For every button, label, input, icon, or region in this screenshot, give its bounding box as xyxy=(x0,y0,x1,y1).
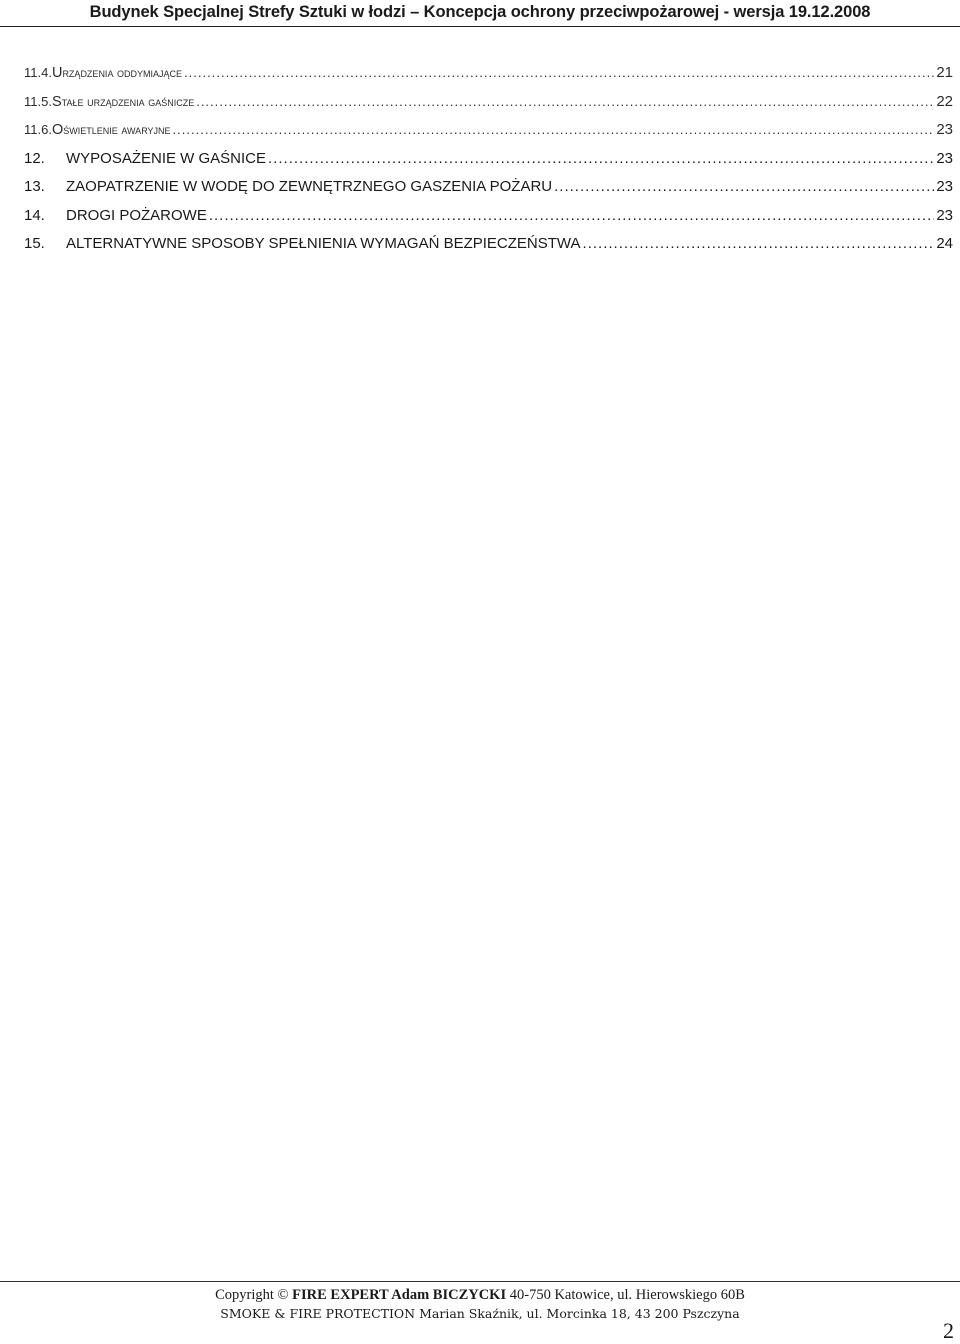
toc-leader-dots xyxy=(268,150,934,167)
footer-divider xyxy=(0,1281,960,1282)
toc-entry-11-6[interactable] xyxy=(24,121,953,150)
toc-entry-15[interactable] xyxy=(24,235,953,264)
toc-entry-number: 11.6. xyxy=(24,122,52,137)
toc-leader-dots xyxy=(173,122,935,137)
toc-entry-page: 23 xyxy=(936,178,953,195)
toc-entry-title: Urządzenia oddymiające xyxy=(51,65,183,81)
toc-entry-number: 11.4. xyxy=(24,65,52,80)
toc-leader-dots xyxy=(196,94,934,109)
toc-entry-title: ALTERNATYWNE SPOSOBY SPEŁNIENIA WYMAGAŃ BEZPIECZEŃSTWA xyxy=(66,235,581,252)
toc-entry-page: 24 xyxy=(936,235,953,252)
toc-entry-page: 23 xyxy=(936,149,953,167)
footer-copyright-line: Copyright © FIRE EXPERT Adam BICZYCKI 40-750 Katowice, ul. Hierowskiego 60B xyxy=(215,1287,745,1303)
toc-entry-page: 22 xyxy=(936,92,953,110)
toc-leader-dots xyxy=(209,207,934,224)
toc-entry-page: 23 xyxy=(936,121,953,138)
toc-entry-title: WYPOSAŻENIE W GAŚNICE xyxy=(66,149,267,167)
toc-entry-12[interactable] xyxy=(24,150,953,179)
toc-entry-number: 13. xyxy=(24,178,45,195)
toc-entry-11-4[interactable] xyxy=(24,64,953,93)
toc-leader-dots xyxy=(184,65,934,80)
page-header xyxy=(0,0,960,27)
table-of-contents xyxy=(24,64,953,264)
toc-entry-title: ZAOPATRZENIE W WODĘ DO ZEWNĘTRZNEGO GASZENIA POŻARU xyxy=(66,178,553,195)
toc-entry-number: 14. xyxy=(24,206,45,224)
toc-leader-dots xyxy=(583,235,935,252)
toc-entry-page: 23 xyxy=(936,206,953,224)
toc-entry-number: 12. xyxy=(24,149,45,167)
toc-entry-number: 11.5. xyxy=(24,93,52,109)
toc-leader-dots xyxy=(554,178,934,195)
toc-entry-title: DROGI POŻAROWE xyxy=(66,206,207,224)
toc-entry-13[interactable] xyxy=(24,178,953,207)
toc-entry-14[interactable] xyxy=(24,207,953,236)
toc-entry-title: Stałe urządzenia gaśnicze xyxy=(51,93,195,110)
header-title: Budynek Specjalnej Strefy Sztuki w łodzi – Koncepcja ochrony przeciwpożarowej - wersja 19.12.2008 xyxy=(89,3,871,21)
footer-partner-line: SMOKE & FIRE PROTECTION Marian Skaźnik, ul. Morcinka 18, 43 200 Pszczyna xyxy=(220,1306,740,1321)
toc-entry-page: 21 xyxy=(936,64,953,81)
toc-entry-11-5[interactable] xyxy=(24,93,953,122)
toc-entry-title: Oświetlenie awaryjne xyxy=(51,122,171,138)
toc-entry-number: 15. xyxy=(24,235,45,252)
footer-brand: FIRE EXPERT Adam BICZYCKI xyxy=(292,1287,507,1303)
page-number: 2 xyxy=(943,1318,954,1343)
page-footer xyxy=(0,1285,960,1323)
